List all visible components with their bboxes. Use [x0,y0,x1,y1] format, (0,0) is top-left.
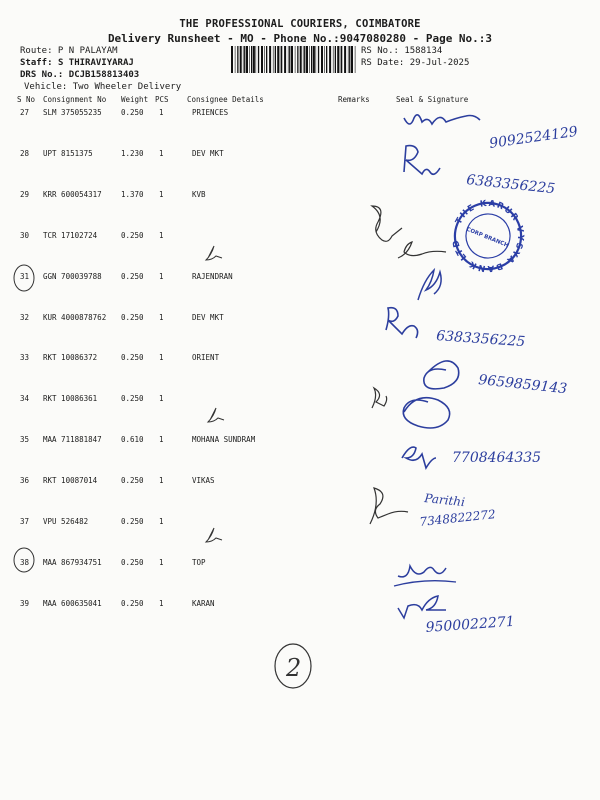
row-pcs: 1 [159,517,164,526]
row-sno: 33 [20,353,30,362]
signature-39 [398,596,446,618]
row-weight: 0.250 [121,313,144,322]
row-consignment-no: MAA 867934751 [43,558,102,567]
row-weight: 0.250 [121,272,144,281]
row-pcs: 1 [159,313,164,322]
staff-name: S THIRAVIYARAJ [57,58,134,68]
row-weight: 0.250 [121,599,144,608]
bank-stamp [440,188,537,285]
barcode-bar [329,46,331,73]
col-header-pcs: PCS [155,95,169,104]
col-header-weight: Weight [121,95,149,104]
barcode-bar [313,46,315,73]
row-consignee: RAJENDRAN [192,272,233,281]
row-sno: 37 [20,517,30,526]
barcode-bar [275,46,276,73]
row-pcs: 1 [159,599,164,608]
barcode-bar [340,46,341,73]
row-sno: 31 [20,272,30,281]
stamp-inner-text: CORP BRANCH [465,226,510,250]
signature-30 [398,242,446,258]
barcode-bar [304,46,305,73]
row-weight: 1.370 [121,190,144,199]
row-pcs: 1 [159,558,164,567]
row-weight: 1.230 [121,149,144,158]
route-line: Route: P N PALAYAM [20,46,118,56]
barcode-bar [348,46,349,73]
row-consignment-no: KRR 600054317 [43,190,102,199]
row-consignment-no: RKT 10086372 [43,353,98,362]
barcode-bar [311,46,312,73]
signature-38-underline [394,581,456,586]
row-weight: 0.250 [121,476,144,485]
barcode-bar [355,46,356,73]
row-pcs: 1 [159,231,164,240]
row-consignment-no: TCR 17102724 [43,231,98,240]
barcode-bar [269,46,271,73]
barcode-bar [266,46,267,73]
barcode-bar [295,46,296,73]
row-pcs: 1 [159,190,164,199]
company-title: THE PROFESSIONAL COURIERS, COIMBATORE [179,18,421,30]
name-37: Parithi [423,491,466,510]
row-pcs: 1 [159,353,164,362]
initial-37 [206,528,222,542]
row-consignment-no: RKT 10086361 [43,394,98,403]
row-consignment-no: RKT 10087014 [43,476,98,485]
phone-35: 7708464335 [452,450,542,466]
barcode-bar [256,46,257,73]
signature-28 [404,146,440,175]
col-header-seal: Seal & Signature [396,95,469,104]
barcode-bar [291,46,293,73]
row-pcs: 1 [159,476,164,485]
runsheet-title: Delivery Runsheet - MO - Phone No.:9047080280 - Page No.:3 [107,32,493,45]
barcode-bar [277,46,279,73]
signature-27 [404,115,480,124]
barcode-bar [273,46,274,73]
barcode-bar [235,46,236,73]
row-sno: 29 [20,190,30,199]
signature-32 [386,308,418,338]
barcode-bar [306,46,308,73]
barcode-bar [326,46,327,73]
row-sno: 34 [20,394,30,403]
staff-label: Staff: [20,58,53,68]
initial-34 [208,408,224,422]
barcode-bar [300,46,302,73]
barcode-bar [349,46,350,73]
signature-33-loops [424,361,459,389]
barcode-bar [253,46,255,73]
phone-27: 9092524129 [488,123,579,152]
row-weight: 0.250 [121,558,144,567]
barcode-bar [344,46,346,73]
barcode-bar [288,46,289,73]
row-pcs: 1 [159,108,164,117]
barcode-bar [258,46,259,73]
row-consignment-no: KUR 4000878762 [43,313,107,322]
row-sno: 38 [20,558,30,567]
row-consignee: TOP [192,558,206,567]
signature-34-loops [403,398,449,428]
row-sno: 27 [20,108,30,117]
barcode-bar [333,46,334,73]
staff-line [20,58,134,68]
col-header-sno: S No [17,95,36,104]
barcode-bar [324,46,325,73]
barcode-bar [337,46,339,73]
barcode [231,46,356,73]
row-weight: 0.250 [121,231,144,240]
row-weight: 0.250 [121,108,144,117]
barcode-bar [243,46,244,73]
phone-28: 6383356225 [465,172,556,198]
row-pcs: 1 [159,272,164,281]
row-weight: 0.610 [121,435,144,444]
page-circle-mark [275,644,311,688]
barcode-bar [251,46,252,73]
phone-32: 6383356225 [435,328,526,351]
drs-line [20,70,139,80]
row-sno: 30 [20,231,30,240]
col-header-remarks: Remarks [338,95,370,104]
barcode-bar [289,46,290,73]
row-consignee: KARAN [192,599,215,608]
row-sno: 32 [20,313,30,322]
row-pcs: 1 [159,149,164,158]
row-consignee: DEV MKT [192,313,224,322]
row-weight: 0.250 [121,394,144,403]
vehicle-line: Vehicle: Two Wheeler Delivery [24,82,182,92]
row-consignment-no: MAA 600635041 [43,599,102,608]
barcode-bar [351,46,353,73]
barcode-bar [281,46,282,73]
barcode-bar [297,46,298,73]
row-sno: 28 [20,149,30,158]
phone-39: 9500022271 [425,613,516,636]
barcode-bar [280,46,281,73]
barcode-bar [303,46,304,73]
row-consignment-no: VPU 526482 [43,517,89,526]
barcode-bar [335,46,336,73]
barcode-bar [309,46,310,73]
barcode-bar [264,46,265,73]
row-sno: 39 [20,599,30,608]
barcode-bar [240,46,242,73]
row-consignee: ORIENT [192,353,220,362]
row-sno: 36 [20,476,30,485]
row-sno: 35 [20,435,30,444]
row-pcs: 1 [159,394,164,403]
barcode-bar [318,46,319,73]
signature-29 [372,206,402,241]
row-weight: 0.250 [121,517,144,526]
row-consignment-no: SLM 375055235 [43,108,102,117]
barcode-bar [284,46,286,73]
barcode-bar [316,46,317,73]
stamp-outer-text: THE KARUR VYSYA BANK LTD [450,198,526,274]
signature-35 [402,447,436,468]
drs-label: DRS No.: [20,70,64,80]
signature-36 [370,488,408,524]
row-consignee: KVB [192,190,206,199]
initial-30 [206,246,222,260]
row-consignee: DEV MKT [192,149,224,158]
col-header-consignment: Consignment No [43,95,107,104]
row-consignee: MOHANA SUNDRAM [192,435,256,444]
row-consignee: VIKAS [192,476,215,485]
phone-37: 7348822272 [418,507,497,529]
barcode-bar [231,46,233,73]
barcode-bar [244,46,245,73]
col-header-consignee: Consignee Details [187,95,264,104]
barcode-bar [321,46,323,73]
signature-38 [398,566,446,577]
svg-text:THE KARUR VYSYA BANK LTD [440,188,537,285]
phone-33: 9659859143 [477,372,568,398]
signature-34-initial [372,388,387,408]
barcode-bar [341,46,342,73]
barcode-bar [246,46,248,73]
row-consignment-no: UPT 8151375 [43,149,93,158]
row-consignment-no: GGN 700039788 [43,272,102,281]
row-consignment-no: MAA 711881847 [43,435,102,444]
row-weight: 0.250 [121,353,144,362]
barcode-bar [249,46,250,73]
signature-31 [418,270,441,300]
barcode-bar [261,46,263,73]
row-pcs: 1 [159,435,164,444]
drs-number: DCJB158813403 [68,70,140,80]
page-circle-number: 2 [286,654,302,682]
barcode-bar [237,46,238,73]
rs-number: RS No.: 1588134 [361,46,443,56]
row-consignee: PRIENCES [192,108,229,117]
rs-date: RS Date: 29-Jul-2025 [361,58,470,68]
